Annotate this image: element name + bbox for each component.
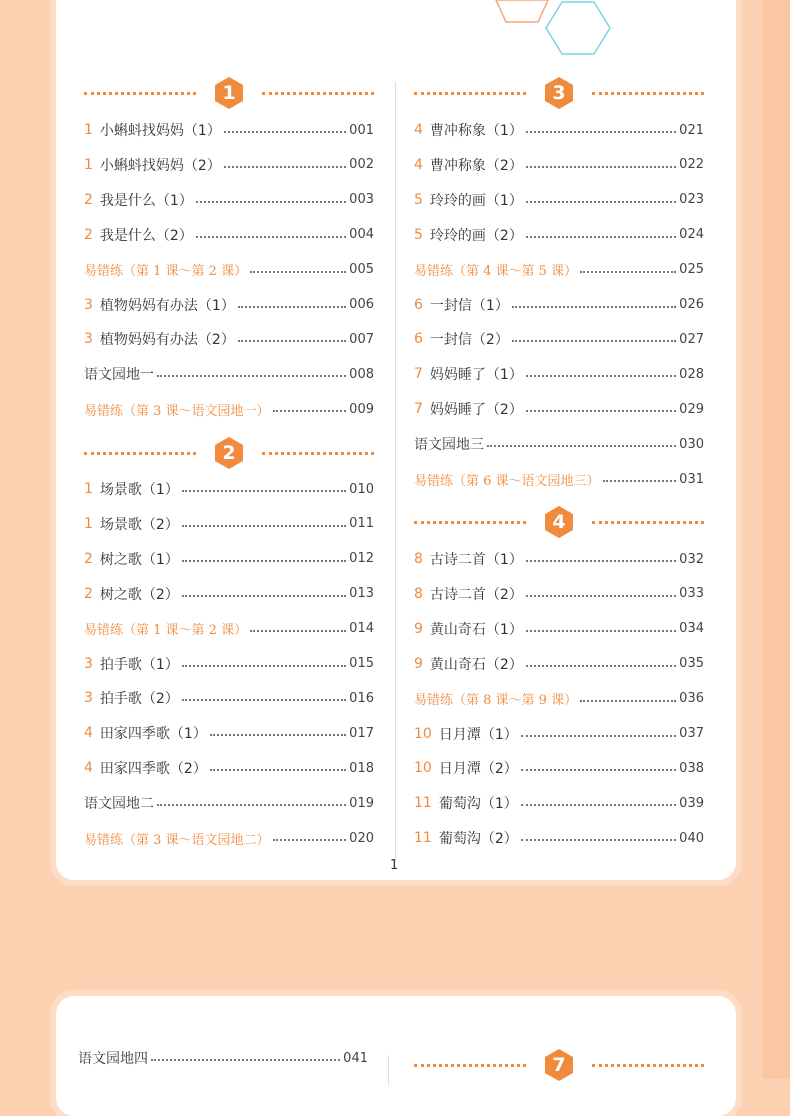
background-stripe xyxy=(762,0,790,1079)
entry-page-number: 028 xyxy=(679,366,704,382)
entry-title: 曹冲称象（2） xyxy=(429,157,523,174)
toc-entry[interactable] xyxy=(414,468,704,490)
dot-leader xyxy=(210,734,346,736)
toc-entry[interactable] xyxy=(84,583,374,605)
entry-page-number: 010 xyxy=(349,481,374,497)
section-number: 1 xyxy=(222,82,236,104)
toc-entry[interactable] xyxy=(84,259,374,281)
entry-title: 语文园地四 xyxy=(78,1051,148,1067)
lesson-number: 4 xyxy=(414,156,423,173)
entry-title: 日月潭（2） xyxy=(438,761,518,778)
toc-entry[interactable] xyxy=(414,189,704,211)
dot-leader xyxy=(182,699,346,701)
section-header-2 xyxy=(84,436,374,470)
lesson-number: 9 xyxy=(414,655,423,672)
entry-title: 曹冲称象（1） xyxy=(429,123,523,139)
entry-page-number: 014 xyxy=(349,621,374,637)
dot-leader xyxy=(526,665,676,667)
entry-title: 语文园地三 xyxy=(414,437,484,454)
entry-title: 场景歌（1） xyxy=(99,482,179,498)
entry-title: 玲玲的画（1） xyxy=(429,192,523,209)
entry-title: 场景歌（2） xyxy=(99,516,179,533)
toc-entry[interactable] xyxy=(84,548,374,570)
dot-leader xyxy=(196,201,346,203)
entry-page-number: 007 xyxy=(349,331,374,347)
entry-page-number: 001 xyxy=(349,122,374,138)
entry-page-number: 013 xyxy=(349,586,374,602)
entry-title: 易错练（第 3 课～语文园地一） xyxy=(84,403,270,419)
dot-leader xyxy=(580,271,676,273)
lesson-number: 1 xyxy=(84,156,93,173)
toc-entry[interactable] xyxy=(84,363,374,385)
dot-leader xyxy=(182,490,346,492)
entry-page-number: 006 xyxy=(349,297,374,312)
entry-page-number: 025 xyxy=(679,262,704,278)
toc-entry[interactable] xyxy=(414,548,704,570)
lesson-number: 5 xyxy=(414,226,423,243)
dot-leader xyxy=(526,236,676,238)
lesson-number: 6 xyxy=(414,331,423,348)
dot-leader xyxy=(238,340,346,342)
dot-leader xyxy=(273,410,347,412)
column-divider xyxy=(395,82,396,862)
lesson-number: 8 xyxy=(414,585,423,602)
dot-leader xyxy=(521,735,676,737)
entry-page-number: 040 xyxy=(679,830,704,846)
entry-page-number: 037 xyxy=(679,726,704,741)
entry-page-number: 012 xyxy=(349,551,374,567)
dot-leader xyxy=(580,700,676,702)
dot-leader xyxy=(157,375,346,377)
dot-leader xyxy=(526,630,676,632)
dot-leader xyxy=(521,839,676,841)
section-badge-4 xyxy=(542,505,576,539)
dotted-rule xyxy=(592,1064,704,1067)
toc-entry[interactable] xyxy=(84,398,374,420)
entry-page-number: 011 xyxy=(349,516,374,532)
dotted-rule xyxy=(592,92,704,95)
toc-entry[interactable] xyxy=(84,328,374,350)
toc-entry[interactable] xyxy=(84,792,374,814)
entry-title: 田家四季歌（1） xyxy=(99,726,207,743)
dot-leader xyxy=(526,131,676,133)
entry-page-number: 032 xyxy=(679,551,704,567)
lesson-number: 10 xyxy=(414,725,432,742)
column-divider-next xyxy=(388,1055,389,1085)
toc-entry[interactable] xyxy=(84,757,374,779)
entry-page-number: 041 xyxy=(343,1050,368,1066)
entry-title: 一封信（1） xyxy=(429,297,509,314)
dotted-rule xyxy=(414,92,526,95)
entry-title: 拍手歌（1） xyxy=(99,656,179,673)
lesson-number: 2 xyxy=(84,550,93,567)
entry-title: 易错练（第 8 课～第 9 课） xyxy=(414,693,578,709)
entry-page-number: 038 xyxy=(679,760,704,776)
entry-title: 黄山奇石（1） xyxy=(429,621,523,638)
dot-leader xyxy=(521,769,676,771)
toc-entry[interactable] xyxy=(84,618,374,640)
entry-page-number: 005 xyxy=(349,262,374,278)
toc-entry[interactable] xyxy=(414,827,704,849)
entry-title: 植物妈妈有办法（1） xyxy=(99,297,235,314)
toc-entry[interactable] xyxy=(414,398,704,420)
toc-entry[interactable] xyxy=(414,792,704,814)
lesson-number: 2 xyxy=(84,585,93,602)
toc-entry[interactable] xyxy=(414,328,704,350)
entry-page-number: 024 xyxy=(679,227,704,243)
entry-title: 拍手歌（2） xyxy=(99,691,179,708)
toc-entry[interactable] xyxy=(84,722,374,744)
hexagon-decoration-icon xyxy=(490,0,620,58)
dot-leader xyxy=(526,410,676,412)
toc-entry[interactable] xyxy=(84,189,374,211)
lesson-number: 2 xyxy=(84,191,93,208)
lesson-number: 3 xyxy=(84,296,93,313)
dot-leader xyxy=(182,560,346,562)
dotted-rule xyxy=(262,452,374,455)
dot-leader xyxy=(151,1059,340,1061)
toc-entry[interactable] xyxy=(414,154,704,176)
lesson-number: 1 xyxy=(84,122,93,138)
dot-leader xyxy=(196,236,346,238)
lesson-number: 1 xyxy=(84,515,93,532)
toc-entry[interactable] xyxy=(84,294,374,316)
dot-leader xyxy=(526,201,676,203)
entry-title: 日月潭（1） xyxy=(438,726,518,743)
entry-page-number: 016 xyxy=(349,690,374,706)
entry-page-number: 020 xyxy=(349,830,374,846)
entry-title: 小蝌蚪找妈妈（1） xyxy=(99,123,221,139)
lesson-number: 4 xyxy=(84,725,93,742)
dotted-rule xyxy=(414,521,526,524)
section-header-7 xyxy=(414,1048,704,1082)
dot-leader xyxy=(210,769,346,771)
toc-entry[interactable] xyxy=(414,653,704,675)
entry-title: 玲玲的画（2） xyxy=(429,227,523,244)
toc-entry[interactable] xyxy=(414,433,704,455)
entry-page-number: 015 xyxy=(349,656,374,671)
toc-entry[interactable] xyxy=(414,119,704,141)
toc-entry[interactable] xyxy=(414,259,704,281)
entry-title: 田家四季歌（2） xyxy=(99,761,207,778)
lesson-number: 4 xyxy=(414,122,423,138)
entry-page-number: 035 xyxy=(679,656,704,672)
dot-leader xyxy=(224,166,346,168)
dotted-rule xyxy=(262,92,374,95)
dot-leader xyxy=(526,375,676,377)
entry-title: 语文园地二 xyxy=(84,796,154,813)
lesson-number: 3 xyxy=(84,690,93,707)
toc-entry[interactable] xyxy=(84,513,374,535)
entry-title: 黄山奇石（2） xyxy=(429,656,523,673)
toc-entry[interactable] xyxy=(414,688,704,710)
entry-page-number: 004 xyxy=(349,227,374,243)
entry-title: 树之歌（1） xyxy=(99,551,179,568)
lesson-number: 1 xyxy=(84,481,93,497)
entry-page-number: 029 xyxy=(679,401,704,417)
dot-leader xyxy=(512,306,676,308)
dot-leader xyxy=(182,595,346,597)
entry-title: 易错练（第 6 课～语文园地三） xyxy=(414,473,600,489)
entry-page-number: 019 xyxy=(349,795,374,811)
entry-title: 易错练（第 3 课～语文园地二） xyxy=(84,832,270,848)
lesson-number: 2 xyxy=(84,226,93,243)
dot-leader xyxy=(273,839,347,841)
dot-leader xyxy=(250,630,346,632)
toc-entry[interactable] xyxy=(84,478,374,500)
entry-page-number: 034 xyxy=(679,621,704,637)
entry-page-number: 017 xyxy=(349,725,374,741)
entry-title: 语文园地一 xyxy=(84,367,154,384)
toc-entry[interactable] xyxy=(414,224,704,246)
dot-leader xyxy=(157,804,346,806)
lesson-number: 4 xyxy=(84,760,93,777)
lesson-number: 3 xyxy=(84,331,93,348)
dotted-rule xyxy=(592,521,704,524)
dot-leader xyxy=(238,306,346,308)
dot-leader xyxy=(182,665,346,667)
entry-page-number: 033 xyxy=(679,586,704,602)
entry-title: 一封信（2） xyxy=(429,332,509,349)
entry-page-number: 027 xyxy=(679,331,704,347)
lesson-number: 8 xyxy=(414,551,423,567)
entry-page-number: 039 xyxy=(679,795,704,811)
dot-leader xyxy=(526,595,676,597)
dot-leader xyxy=(250,271,346,273)
entry-page-number: 009 xyxy=(349,401,374,417)
section-header-1 xyxy=(84,76,374,110)
toc-entry[interactable] xyxy=(84,154,374,176)
entry-page-number: 030 xyxy=(679,436,704,452)
toc-entry[interactable] xyxy=(414,294,704,316)
lesson-number: 11 xyxy=(414,830,432,847)
entry-title: 小蝌蚪找妈妈（2） xyxy=(99,157,221,174)
entry-title: 葡萄沟（2） xyxy=(438,831,518,848)
toc-entry[interactable] xyxy=(84,119,374,141)
dot-leader xyxy=(526,166,676,168)
entry-page-number: 003 xyxy=(349,192,374,208)
lesson-number: 10 xyxy=(414,760,432,777)
section-badge-7 xyxy=(542,1048,576,1082)
section-badge-1 xyxy=(212,76,246,110)
entry-page-number: 022 xyxy=(679,157,704,173)
dotted-rule xyxy=(414,1064,526,1067)
entry-title: 古诗二首（1） xyxy=(429,552,523,568)
dot-leader xyxy=(182,525,346,527)
entry-title: 易错练（第 4 课～第 5 课） xyxy=(414,264,578,280)
section-number: 2 xyxy=(222,442,236,464)
entry-title: 树之歌（2） xyxy=(99,586,179,603)
dotted-rule xyxy=(84,92,196,95)
dot-leader xyxy=(526,560,676,562)
section-number: 7 xyxy=(552,1054,566,1076)
entry-title: 植物妈妈有办法（2） xyxy=(99,332,235,349)
entry-title: 古诗二首（2） xyxy=(429,586,523,603)
toc-entry[interactable] xyxy=(414,757,704,779)
section-number: 4 xyxy=(552,511,566,533)
lesson-number: 11 xyxy=(414,795,432,812)
lesson-number: 5 xyxy=(414,191,423,208)
section-badge-3 xyxy=(542,76,576,110)
page-number: 1 xyxy=(390,858,399,873)
entry-title: 妈妈睡了（1） xyxy=(429,367,523,384)
entry-title: 易错练（第 1 课～第 2 课） xyxy=(84,264,248,280)
section-number: 3 xyxy=(552,82,566,104)
toc-entry[interactable] xyxy=(414,583,704,605)
lesson-number: 9 xyxy=(414,620,423,637)
entry-title: 葡萄沟（1） xyxy=(438,796,518,813)
entry-title: 妈妈睡了（2） xyxy=(429,402,523,419)
dot-leader xyxy=(521,804,676,806)
dotted-rule xyxy=(84,452,196,455)
entry-page-number: 026 xyxy=(679,297,704,312)
entry-page-number: 002 xyxy=(349,157,374,173)
toc-entry[interactable] xyxy=(414,723,704,745)
toc-entry[interactable] xyxy=(84,653,374,675)
toc-entry[interactable] xyxy=(78,1047,368,1069)
section-badge-2 xyxy=(212,436,246,470)
toc-entry[interactable] xyxy=(84,687,374,709)
entry-title: 我是什么（1） xyxy=(99,192,193,209)
section-header-3 xyxy=(414,76,704,110)
toc-entry[interactable] xyxy=(84,224,374,246)
dot-leader xyxy=(603,480,677,482)
toc-entry[interactable] xyxy=(414,618,704,640)
entry-page-number: 031 xyxy=(679,471,704,487)
entry-page-number: 008 xyxy=(349,366,374,382)
lesson-number: 7 xyxy=(414,401,423,418)
dot-leader xyxy=(487,445,676,447)
lesson-number: 7 xyxy=(414,366,423,383)
toc-entry[interactable] xyxy=(414,363,704,385)
entry-page-number: 018 xyxy=(349,760,374,776)
section-header-4 xyxy=(414,505,704,539)
lesson-number: 3 xyxy=(84,655,93,672)
entry-page-number: 021 xyxy=(679,122,704,138)
entry-page-number: 036 xyxy=(679,691,704,707)
entry-title: 易错练（第 1 课～第 2 课） xyxy=(84,623,248,639)
entry-title: 我是什么（2） xyxy=(99,227,193,244)
entry-page-number: 023 xyxy=(679,192,704,208)
dot-leader xyxy=(512,340,676,342)
lesson-number: 6 xyxy=(414,296,423,313)
toc-entry[interactable] xyxy=(84,827,374,849)
dot-leader xyxy=(224,131,346,133)
